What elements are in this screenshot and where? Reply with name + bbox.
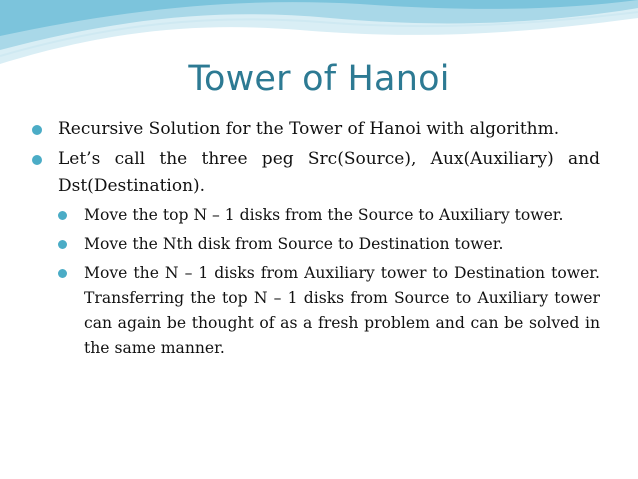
bullet-dot-icon bbox=[58, 269, 67, 278]
bullet-item bbox=[30, 116, 600, 143]
bullet-text: Let’s call the three peg Src(Source), Aux(Auxiliary) and Dst(Destination). bbox=[58, 149, 600, 196]
bullet-text: Recursive Solution for the Tower of Hanoi with algorithm. bbox=[58, 119, 560, 139]
bullet-text: Move the Nth disk from Source to Destination tower. bbox=[84, 235, 504, 253]
bullet-text: Move the N – 1 disks from Auxiliary tower to Destination tower. Transferring the top N – 1 disks from Source to Auxiliary tower can again be thought of as a fresh problem and can be solved in the same manner. bbox=[84, 264, 600, 357]
bullet-dot-icon bbox=[58, 211, 67, 220]
sub-bullet-item bbox=[30, 232, 600, 257]
bullet-text: Move the top N – 1 disks from the Source to Auxiliary tower. bbox=[84, 206, 564, 224]
bullet-list bbox=[30, 116, 600, 365]
sub-bullet-item bbox=[30, 261, 600, 361]
slide-title: Tower of Hanoi bbox=[188, 59, 450, 99]
sub-bullet-item bbox=[30, 203, 600, 228]
bullet-dot-icon bbox=[32, 125, 42, 135]
bullet-item bbox=[30, 146, 600, 200]
bullet-dot-icon bbox=[58, 240, 67, 249]
bullet-dot-icon bbox=[32, 155, 42, 165]
